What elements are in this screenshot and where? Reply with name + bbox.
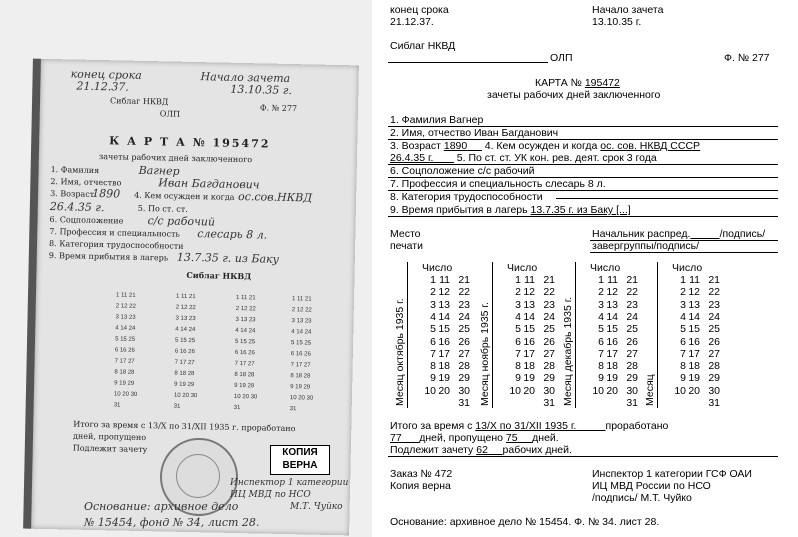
day-cell: 24 — [708, 310, 720, 323]
inspector-title: Инспектор 1 категории ГСФ ОАИ — [592, 468, 752, 480]
day-cell: 20 — [523, 384, 535, 397]
chief-line-1: Начальник распред. /подпись/ — [592, 228, 766, 240]
day-cell: 28 — [543, 360, 555, 373]
day-cell: 3 — [598, 298, 604, 311]
scan-grid-col-2: 1 11 21 2 12 22 3 13 23 4 14 24 5 15 25 6 16 26 7 17 27 8 18 28 9 19 29 10 20 30 31 — [173, 293, 198, 410]
scan-inspector-note-1: Инспектор 1 категории — [230, 478, 349, 488]
archive-basis: Основание: архивное дело № 15454. Ф. № 34. лист 28. — [390, 516, 660, 528]
day-cell: 18 — [688, 360, 700, 373]
day-cell: 9 — [430, 372, 436, 385]
scan-grid-col-1: 1 11 21 2 12 22 3 13 23 4 14 24 5 15 25 6 16 26 7 17 27 8 18 28 9 19 29 10 20 30 31 — [113, 292, 138, 409]
day-cell: 23 — [543, 298, 555, 311]
place-label: Место — [390, 228, 421, 240]
day-cell: 8 — [430, 360, 436, 373]
org-name: Сиблаг НКВД — [390, 40, 456, 52]
scan-row-8: 8. Категория трудоспособности — [48, 239, 184, 251]
field-social: 6. Соцположение с/с рабочий — [390, 165, 535, 177]
day-cell: 14 — [688, 310, 700, 323]
day-cell: 29 — [543, 372, 555, 385]
day-cell: 26 — [626, 335, 638, 348]
field-arrival: 9. Время прибытия в лагерь 13.7.35 г. из Баку [...] — [390, 204, 631, 216]
day-cell: 11 — [439, 274, 450, 286]
day-cell: 4 — [430, 310, 436, 323]
day-cell: 14 — [606, 310, 618, 323]
day-cell: 22 — [543, 286, 555, 299]
day-cell: 17 — [523, 347, 535, 360]
number-header: Число — [422, 262, 453, 274]
inspector-office: ИЦ МВД России по НСО — [592, 480, 711, 492]
scan-hw-name: Иван Багданович — [158, 176, 260, 192]
scan-hw-arrival: 13.7.35 г. из Баку — [176, 250, 280, 266]
day-cell: 2 — [430, 286, 436, 299]
day-cell: 10 — [509, 384, 521, 397]
day-cell: 24 — [458, 310, 470, 323]
day-cell: 30 — [543, 384, 555, 397]
day-cell: 7 — [430, 347, 436, 360]
day-cell: 15 — [523, 323, 535, 336]
day-cell: 15 — [606, 323, 618, 336]
scanned-card-image — [0, 0, 372, 537]
month-divider — [657, 262, 658, 408]
day-cell: 8 — [515, 360, 521, 373]
day-cell: 27 — [708, 347, 720, 360]
day-cell: 30 — [626, 384, 638, 397]
scan-grid-col-4: 1 11 21 2 12 22 3 13 23 4 14 24 5 15 25 6 16 26 7 17 27 8 18 28 9 19 29 10 20 30 31 — [289, 296, 314, 413]
total-line: Итого за время с 13/Х по 31/ХII 1935 г. проработано — [390, 420, 669, 432]
day-cell: 29 — [708, 372, 720, 385]
scan-olp: ОЛП — [159, 109, 181, 119]
day-cell: 15 — [688, 323, 700, 336]
day-cell: 23 — [708, 298, 720, 311]
field-age-court: 3. Возраст 1890 4. Кем осужден и когда ос. сов. НКВД СССР — [390, 140, 701, 152]
month-label: Месяц декабрь 1935 г. — [562, 296, 574, 406]
scan-hw-court: ос.сов.НКВД — [237, 189, 313, 205]
day-cell: 7 — [680, 347, 686, 360]
day-cell: 22 — [458, 286, 470, 299]
day-cell: 31 — [543, 397, 555, 409]
scan-end-term-label: конец срока — [70, 67, 142, 82]
day-cell: 28 — [626, 360, 638, 373]
day-cell: 13 — [523, 298, 535, 311]
day-cell: 31 — [708, 397, 720, 409]
scan-org: Сиблаг НКВД — [109, 96, 169, 107]
scan-basis-note-2: № 15454, фонд № 34, лист 28. — [84, 516, 260, 529]
month-divider — [575, 262, 576, 408]
day-cell: 19 — [688, 372, 700, 385]
end-term-label: конец срока — [390, 4, 449, 16]
day-cell: 11 — [524, 274, 535, 286]
worked-missed-line: 77 дней, пропущено 75 дней. — [390, 432, 559, 444]
field-name: 2. Имя, отчество Иван Багданович — [390, 127, 559, 139]
day-cell: 17 — [688, 347, 700, 360]
copy-true-label: Копия верна — [390, 480, 451, 492]
scan-total-line: Итого за время с 13/Х по 31/ХII 1935 г. проработано — [73, 419, 296, 434]
day-cell: 23 — [626, 298, 638, 311]
day-cell: 26 — [458, 335, 470, 348]
scan-hw-social: с/с рабочий — [147, 214, 216, 229]
scan-start-credit-date: 13.10.35 г. — [230, 82, 293, 98]
day-cell: 3 — [515, 298, 521, 311]
day-cell: 14 — [523, 310, 535, 323]
day-cell: 27 — [543, 347, 555, 360]
day-cell: 29 — [626, 372, 638, 385]
day-cell: 25 — [708, 323, 720, 336]
scan-inspector-note-2: ИЦ МВД по НСО — [230, 490, 311, 500]
day-cell: 5 — [598, 323, 604, 336]
seal-label: печати — [390, 240, 423, 252]
day-cell: 29 — [458, 372, 470, 385]
day-cell: 25 — [458, 323, 470, 336]
day-cell: 3 — [430, 298, 436, 311]
scan-days-line: дней, пропущено — [72, 431, 147, 443]
day-cell: 18 — [438, 360, 450, 373]
month-label: Месяц ноябрь 1935 г. — [479, 302, 491, 406]
day-cell: 13 — [606, 298, 618, 311]
number-header: Число — [590, 262, 621, 274]
day-cell: 22 — [626, 286, 638, 299]
day-cell: 24 — [626, 310, 638, 323]
day-cell: 19 — [438, 372, 450, 385]
scan-hw-age: 1890 — [92, 186, 121, 201]
day-cell: 16 — [438, 335, 450, 348]
scan-inspector-note-3: М.Т. Чуйко — [290, 502, 343, 512]
scan-basis-note-1: Основание: архивное дело — [84, 500, 239, 513]
day-cell: 4 — [515, 310, 521, 323]
day-cell: 31 — [626, 397, 638, 409]
scan-row-2: 2. Имя, отчество — [50, 177, 122, 188]
scan-row-1: 1. Фамилия — [50, 165, 100, 176]
scan-hw-surname: Вагнер — [138, 163, 180, 178]
day-cell: 12 — [523, 286, 535, 299]
day-cell: 18 — [523, 360, 535, 373]
day-cell: 2 — [680, 286, 686, 299]
day-cell: 5 — [430, 323, 436, 336]
day-cell: 16 — [688, 335, 700, 348]
end-term-value: 21.12.37. — [390, 16, 434, 28]
day-cell: 30 — [708, 384, 720, 397]
day-cell: 12 — [606, 286, 618, 299]
start-credit-label: Начало зачета — [592, 4, 664, 16]
day-cell: 9 — [598, 372, 604, 385]
number-header: Число — [507, 262, 538, 274]
number-header: Число — [672, 262, 703, 274]
card-subtitle: зачеты рабочих дней заключенного — [487, 89, 661, 101]
day-cell: 30 — [458, 384, 470, 397]
month-divider — [492, 262, 493, 408]
day-cell: 20 — [606, 384, 618, 397]
day-cell: 24 — [543, 310, 555, 323]
day-cell: 18 — [606, 360, 618, 373]
day-cell: 1 — [515, 274, 521, 286]
scan-hw-prof: слесарь 8 л. — [197, 227, 268, 242]
day-cell: 6 — [680, 335, 686, 348]
scan-form-no: Ф. № 277 — [259, 103, 298, 114]
day-cell: 21 — [458, 274, 470, 286]
day-cell: 20 — [688, 384, 700, 397]
day-cell: 10 — [424, 384, 436, 397]
day-cell: 21 — [543, 274, 555, 286]
order-number: Заказ № 472 — [390, 468, 453, 480]
day-cell: 10 — [674, 384, 686, 397]
day-cell: 8 — [598, 360, 604, 373]
day-cell: 4 — [598, 310, 604, 323]
chief-line-2: завергруппы/подпись/ — [592, 240, 700, 252]
day-cell: 13 — [438, 298, 450, 311]
card-title: КАРТА № 195472 — [535, 77, 620, 89]
day-cell: 11 — [607, 274, 618, 286]
month-label: Месяц — [644, 374, 656, 406]
card-number: 195472 — [584, 77, 620, 89]
field-article: 26.4.35 г. 5. По ст. ст. УК кон. рев. деят. срок 3 года — [390, 152, 657, 164]
scan-hw-date: 26.4.35 г. — [49, 200, 105, 215]
day-cell: 15 — [438, 323, 450, 336]
day-cell: 8 — [680, 360, 686, 373]
field-category: 8. Категория трудоспособности — [390, 191, 543, 203]
day-cell: 1 — [430, 274, 436, 286]
day-cell: 2 — [598, 286, 604, 299]
day-cell: 21 — [708, 274, 720, 286]
form-number: Ф. № 277 — [724, 52, 770, 64]
field-profession: 7. Профессия и специальность слесарь 8 л. — [390, 178, 606, 190]
day-cell: 19 — [523, 372, 535, 385]
olp-label: ОЛП — [550, 52, 573, 64]
day-cell: 25 — [543, 323, 555, 336]
day-cell: 2 — [515, 286, 521, 299]
scan-card-title: К А Р Т А № 195472 — [109, 134, 271, 151]
day-cell: 17 — [438, 347, 450, 360]
day-cell: 16 — [523, 335, 535, 348]
day-cell: 20 — [438, 384, 450, 397]
day-cell: 23 — [458, 298, 470, 311]
day-cell: 25 — [626, 323, 638, 336]
day-cell: 27 — [458, 347, 470, 360]
day-cell: 28 — [708, 360, 720, 373]
day-cell: 6 — [515, 335, 521, 348]
day-cell: 5 — [680, 323, 686, 336]
day-cell: 4 — [680, 310, 686, 323]
day-cell: 26 — [708, 335, 720, 348]
day-cell: 17 — [606, 347, 618, 360]
scan-grid-col-3: 1 11 21 2 12 22 3 13 23 4 14 24 5 15 25 6 16 26 7 17 27 8 18 28 9 19 29 10 20 30 31 — [233, 294, 258, 412]
day-cell: 27 — [626, 347, 638, 360]
day-cell: 9 — [680, 372, 686, 385]
start-credit-value: 13.10.35 г. — [592, 16, 642, 28]
day-cell: 7 — [598, 347, 604, 360]
scan-credit-line: Подлежит зачету — [72, 443, 148, 455]
day-cell: 19 — [606, 372, 618, 385]
day-cell: 31 — [458, 397, 470, 409]
scan-row-9: 9. Время прибытия в лагерь — [48, 251, 169, 263]
day-cell: 16 — [606, 335, 618, 348]
copy-true-stamp: КОПИЯ ВЕРНА — [270, 445, 330, 475]
day-cell: 14 — [438, 310, 450, 323]
day-cell: 26 — [543, 335, 555, 348]
day-cell: 6 — [598, 335, 604, 348]
day-cell: 9 — [515, 372, 521, 385]
field-surname: 1. Фамилия Вагнер — [390, 114, 484, 126]
day-cell: 1 — [680, 274, 686, 286]
scan-row-5: 5. По ст. ст. — [137, 203, 188, 214]
day-cell: 7 — [515, 347, 521, 360]
scan-stamp-text: Сиблаг НКВД — [186, 269, 252, 282]
scan-row-7: 7. Профессия и специальность — [49, 227, 180, 239]
scan-row-6: 6. Соцположение — [49, 215, 124, 226]
credit-line: Подлежит зачету 62 рабочих дней. — [390, 444, 572, 456]
day-cell: 10 — [592, 384, 604, 397]
day-cell: 3 — [680, 298, 686, 311]
scan-row-3: 3. Возраст — [50, 189, 95, 199]
day-cell: 1 — [598, 274, 604, 286]
scan-card-subtitle: зачеты рабочих дней заключенного — [98, 152, 253, 165]
inspector-signature: /подпись/ М.Т. Чуйко — [592, 492, 692, 504]
scan-row-4: 4. Кем осужден и когда — [134, 190, 235, 202]
scan-end-term-date: 21.12.37. — [76, 79, 130, 94]
month-divider — [407, 262, 408, 408]
day-cell: 13 — [688, 298, 700, 311]
day-cell: 5 — [515, 323, 521, 336]
day-cell: 12 — [688, 286, 700, 299]
day-cell: 28 — [458, 360, 470, 373]
day-cell: 6 — [430, 335, 436, 348]
day-cell: 11 — [689, 274, 700, 286]
day-cell: 12 — [438, 286, 450, 299]
month-label: Месяц октябрь 1935 г. — [394, 298, 406, 406]
day-cell: 22 — [708, 286, 720, 299]
day-cell: 21 — [626, 274, 638, 286]
scan-start-credit-label: Начало зачета — [200, 70, 291, 86]
